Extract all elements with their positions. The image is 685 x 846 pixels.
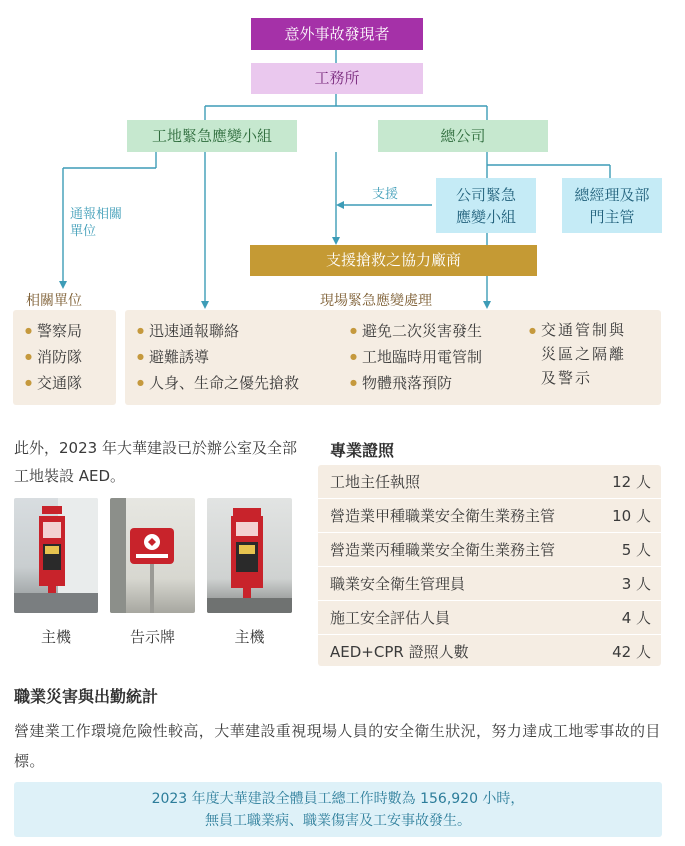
table-row [318,601,661,635]
bullet-icon: ● [529,326,536,335]
onsite-response-panel [125,310,661,405]
stats-body: 營建業工作環境危險性較高，大華建設重視現場人員的安全衛生狀況，努力達成工地零事故的目標。 [14,722,661,770]
licenses-table [318,465,661,666]
onsite-response-title: 現場緊急應變處理 [320,293,432,309]
gm-department-box [562,178,662,233]
photo-caption-3: 主機 [234,628,265,646]
table-row [318,533,661,567]
list-item: ● 交通隊 [25,370,116,396]
gm-department-label: 總經理及部門主管 [574,185,650,226]
aed-cabinet-icon [207,498,292,613]
license-name: 工地主任執照 [330,473,421,491]
notify-label: 通報相關單位 [70,207,123,239]
list-item: ● 避免二次災害發生 [350,318,482,344]
support-contractor-box: 支援搶救之協力廠商 [250,245,537,276]
site-emergency-team-box: 工地緊急應變小組 [127,120,297,152]
license-count: 10 人 [612,507,651,525]
onsite-traffic-item [529,318,641,390]
license-name: 營造業甲種職業安全衛生業務主管 [330,507,556,525]
list-item: ● 人身、生命之優先搶救 [137,370,299,396]
stats-highlight-box [14,782,662,837]
license-name: AED+CPR 證照人數 [330,643,469,661]
related-units-title: 相關單位 [26,293,82,309]
company-emergency-team-label: 公司緊急應變小組 [455,185,516,226]
table-row [318,567,661,601]
list-item: ● 工地臨時用電管制 [350,344,482,370]
list-item: ● 迅速通報聯絡 [137,318,299,344]
license-count: 42 人 [612,643,651,661]
onsite-list-col2 [350,318,482,396]
table-row [318,499,661,533]
license-name: 職業安全衛生管理員 [330,575,466,593]
aed-main-unit-photo-2 [207,498,292,613]
license-count: 4 人 [621,609,651,627]
stats-title: 職業災害與出勤統計 [14,687,159,706]
photo-caption-1: 主機 [40,628,71,646]
aed-main-unit-photo-1 [14,498,98,613]
highlight-line-2: 無員工職業病、職業傷害及工安事故發生。 [205,813,471,829]
headquarters-box: 總公司 [378,120,548,152]
site-office-box: 工務所 [251,63,423,94]
aed-sign-photo [110,498,195,613]
related-units-list [25,318,116,396]
aed-signboard-icon [110,498,195,613]
support-label: 支援 [372,187,399,202]
onsite-list-col1 [137,318,299,396]
list-item: ● 警察局 [25,318,116,344]
license-name: 營造業丙種職業安全衛生業務主管 [330,541,556,559]
highlight-line-1: 2023 年度大華建設全體員工總工作時數為 156,920 小時， [151,791,525,807]
traffic-control-text: 交通管制與災區之隔離及警示 [540,321,626,387]
table-row [318,635,661,668]
list-item: ● 物體飛落預防 [350,370,482,396]
photo-caption-2: 告示牌 [129,628,175,646]
related-units-panel [13,310,116,405]
license-count: 12 人 [612,473,651,491]
licenses-title: 專業證照 [330,441,395,460]
list-item: ● 消防隊 [25,344,116,370]
list-item: ● 避難誘導 [137,344,299,370]
table-row [318,465,661,499]
license-count: 3 人 [621,575,651,593]
aed-cabinet-icon [14,498,98,613]
license-count: 5 人 [621,541,651,559]
license-name: 施工安全評估人員 [330,609,451,627]
accident-discoverer-box: 意外事故發現者 [251,18,423,50]
aed-description: 此外，2023 年大華建設已於辦公室及全部工地裝設 AED。 [14,439,297,485]
company-emergency-team-box [436,178,536,233]
